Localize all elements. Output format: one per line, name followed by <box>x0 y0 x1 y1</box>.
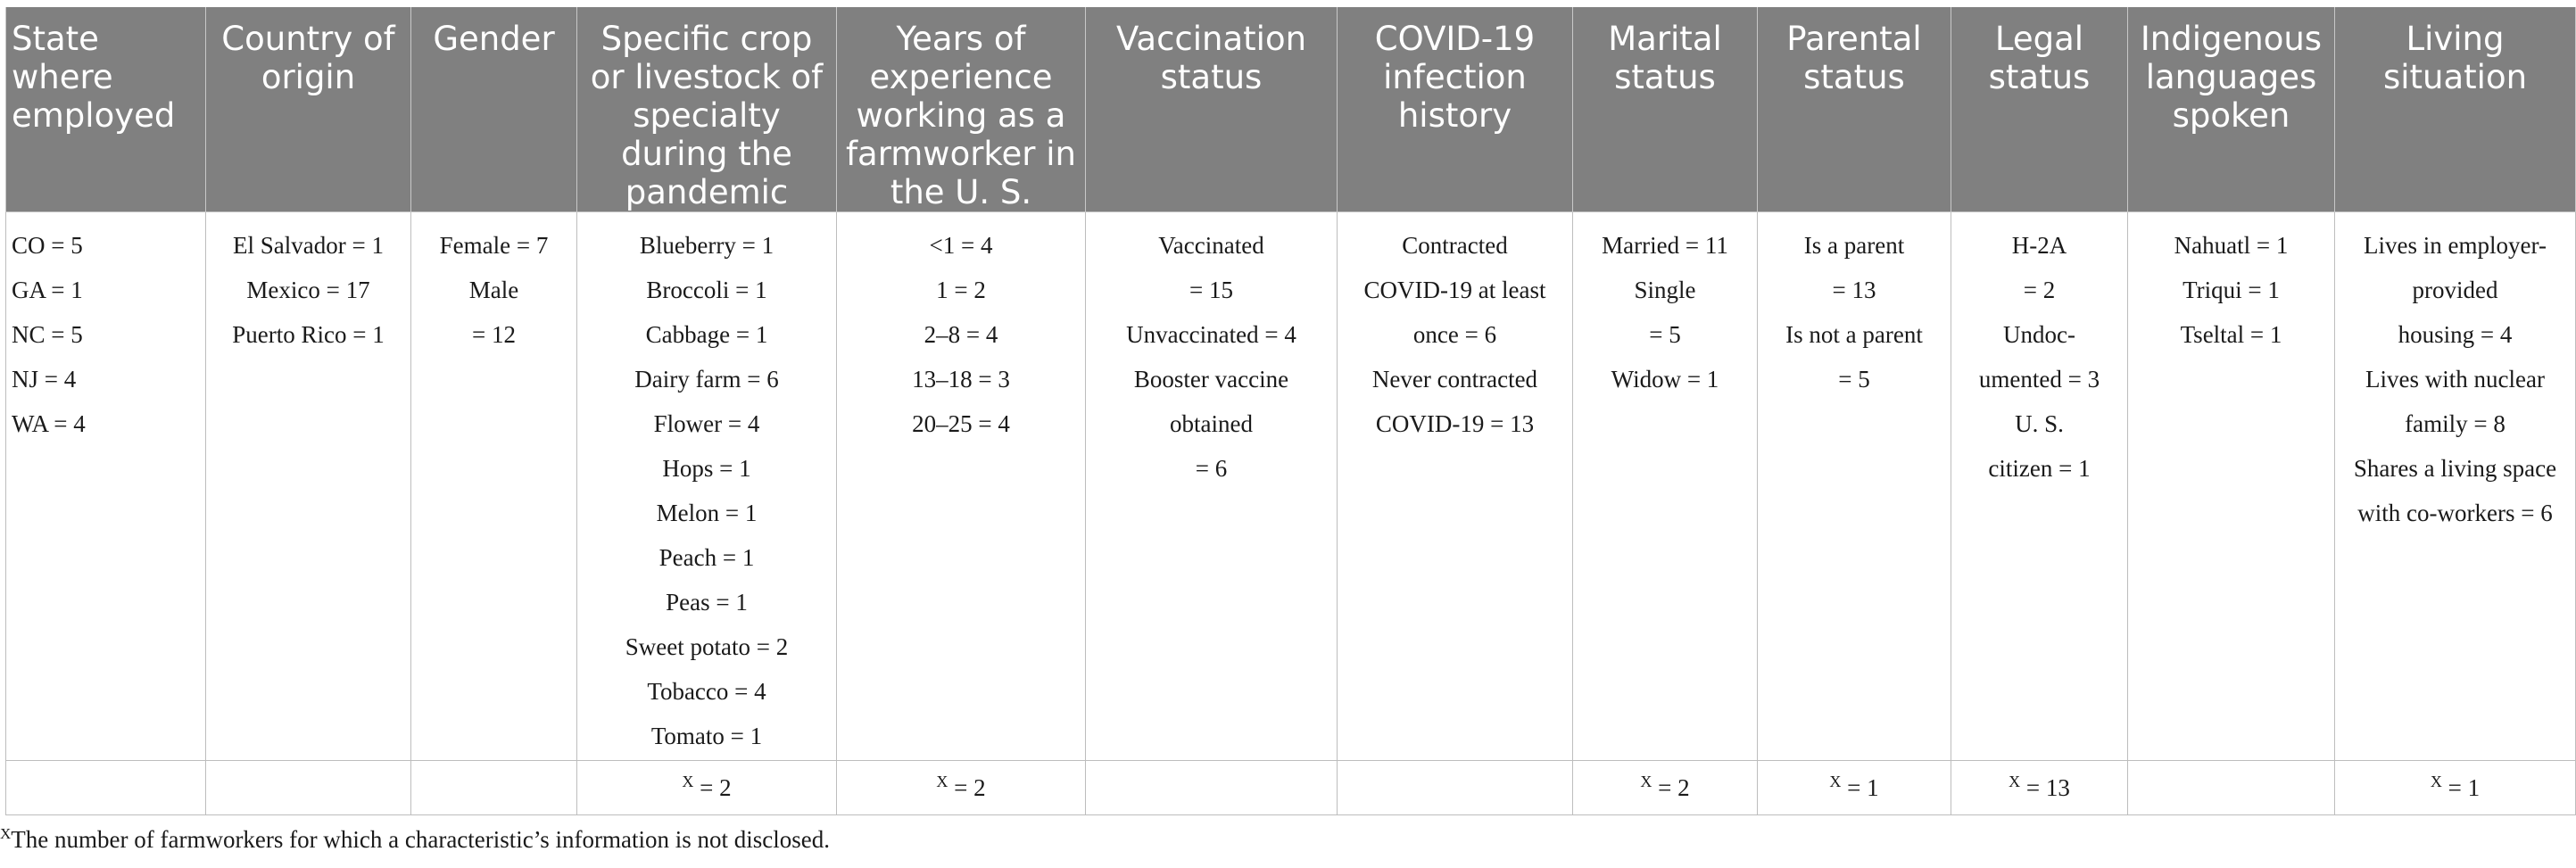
cell-line: Peas = 1 <box>666 589 748 616</box>
cell-line: obtained <box>1170 410 1253 437</box>
cell-line: 13–18 = 3 <box>912 366 1010 393</box>
cell-line: Puerto Rico = 1 <box>232 321 385 348</box>
cell-line: Broccoli = 1 <box>646 277 767 303</box>
cell-line: = 2 <box>2023 277 2056 303</box>
cell-line: Mexico = 17 <box>246 277 370 303</box>
cell-line: Unvaccinated = 4 <box>1126 321 1296 348</box>
cell-line: CO = 5 <box>12 232 83 259</box>
cell-line: Dairy farm = 6 <box>634 366 779 393</box>
undisclosed-value: = 2 <box>948 774 986 801</box>
header-living: Living situation <box>2335 7 2576 212</box>
cell-line: NJ = 4 <box>12 366 77 393</box>
cell-line: COVID-19 = 13 <box>1375 410 1535 437</box>
cell-line: H-2A <box>2011 232 2067 259</box>
header-country: Country of origin <box>206 7 411 212</box>
cell-line: with co-workers = 6 <box>2357 500 2553 526</box>
undisclosed-languages <box>2128 761 2335 815</box>
cell-line: 20–25 = 4 <box>912 410 1010 437</box>
characteristics-table <box>5 7 2576 815</box>
cell-parental <box>1758 212 1951 761</box>
cell-line: Married = 11 <box>1602 232 1728 259</box>
cell-line: Vaccinated <box>1158 232 1264 259</box>
cell-line: family = 8 <box>2405 410 2506 437</box>
undisclosed-value: = 2 <box>1652 774 1690 801</box>
cell-line: Is not a parent <box>1785 321 1923 348</box>
undisclosed-experience <box>837 761 1086 815</box>
footnote-marker: X <box>2009 773 2021 790</box>
cell-line: GA = 1 <box>12 277 83 303</box>
undisclosed-crop <box>577 761 837 815</box>
header-vaccination: Vaccination status <box>1086 7 1338 212</box>
footnote-marker: X <box>682 773 694 790</box>
footnote-marker: X <box>1640 773 1652 790</box>
undisclosed-row <box>6 761 2576 815</box>
cell-country <box>206 212 411 761</box>
cell-line: Peach = 1 <box>658 544 755 571</box>
cell-line: 1 = 2 <box>936 277 986 303</box>
cell-line: umented = 3 <box>1978 366 2100 393</box>
undisclosed-marital <box>1573 761 1758 815</box>
undisclosed-gender <box>411 761 577 815</box>
undisclosed-legal <box>1951 761 2128 815</box>
header-marital: Marital status <box>1573 7 1758 212</box>
footnote-marker: X <box>2430 773 2442 790</box>
cell-line: Male <box>468 277 519 303</box>
cell-line: Female = 7 <box>439 232 549 259</box>
table-footnote <box>0 826 830 854</box>
cell-crop <box>577 212 837 761</box>
header-legal: Legal status <box>1951 7 2128 212</box>
cell-line: <1 = 4 <box>929 232 993 259</box>
cell-line: once = 6 <box>1412 321 1497 348</box>
cell-line: El Salvador = 1 <box>233 232 384 259</box>
cell-line: Shares a living space <box>2353 455 2557 482</box>
header-languages: Indigenous languages spoken <box>2128 7 2335 212</box>
cell-line: Contracted <box>1402 232 1508 259</box>
footnote-marker: X <box>936 773 948 790</box>
cell-line: Flower = 4 <box>653 410 760 437</box>
cell-line: provided <box>2412 277 2498 303</box>
cell-line: Blueberry = 1 <box>639 232 774 259</box>
cell-gender <box>411 212 577 761</box>
undisclosed-parental <box>1758 761 1951 815</box>
cell-languages <box>2128 212 2335 761</box>
header-state: State where employed <box>6 7 206 212</box>
header-experience: Years of experience working as a farmworker in the U. S. <box>837 7 1086 212</box>
table-row <box>6 212 2576 761</box>
cell-vaccination <box>1086 212 1338 761</box>
cell-line: = 6 <box>1195 455 1228 482</box>
cell-line: Booster vaccine <box>1133 366 1289 393</box>
header-gender: Gender <box>411 7 577 212</box>
cell-line: 2–8 = 4 <box>924 321 998 348</box>
cell-legal <box>1951 212 2128 761</box>
cell-line: Hops = 1 <box>662 455 751 482</box>
cell-marital <box>1573 212 1758 761</box>
undisclosed-covid-history <box>1338 761 1573 815</box>
cell-covid-history <box>1338 212 1573 761</box>
cell-line: = 15 <box>1189 277 1233 303</box>
undisclosed-value: = 1 <box>2441 774 2481 801</box>
undisclosed-vaccination <box>1086 761 1338 815</box>
undisclosed-country <box>206 761 411 815</box>
undisclosed-value: = 1 <box>1841 774 1879 801</box>
cell-line: = 5 <box>1649 321 1681 348</box>
cell-line: = 12 <box>472 321 516 348</box>
cell-line: = 13 <box>1832 277 1876 303</box>
cell-experience <box>837 212 1086 761</box>
undisclosed-value: = 2 <box>693 774 732 801</box>
cell-line: Triqui = 1 <box>2183 277 2280 303</box>
cell-line: Never contracted <box>1371 366 1538 393</box>
cell-line: Melon = 1 <box>656 500 758 526</box>
undisclosed-living <box>2335 761 2576 815</box>
cell-line: Cabbage = 1 <box>645 321 768 348</box>
cell-line: Nahuatl = 1 <box>2174 232 2289 259</box>
header-row <box>6 7 2576 212</box>
cell-line: Sweet potato = 2 <box>625 633 789 660</box>
cell-line: WA = 4 <box>12 410 86 437</box>
header-crop: Specific crop or livestock of specialty during the pandemic <box>577 7 837 212</box>
cell-line: Tobacco = 4 <box>647 678 766 705</box>
cell-line: NC = 5 <box>12 321 83 348</box>
undisclosed-state <box>6 761 206 815</box>
cell-line: housing = 4 <box>2398 321 2513 348</box>
cell-line: Widow = 1 <box>1611 366 1719 393</box>
cell-line: U. S. <box>2015 410 2064 437</box>
cell-line: Undoc- <box>2003 321 2075 348</box>
footnote-text: The number of farmworkers for which a characteristic’s information is not disclosed. <box>11 826 830 853</box>
cell-line: Lives in employer- <box>2364 232 2547 259</box>
cell-living <box>2335 212 2576 761</box>
header-parental: Parental status <box>1758 7 1951 212</box>
cell-line: Single <box>1634 277 1696 303</box>
cell-line: Tomato = 1 <box>650 723 763 749</box>
cell-line: Is a parent <box>1803 232 1905 259</box>
header-covid-history: COVID-19 infection history <box>1338 7 1573 212</box>
footnote-marker: X <box>1829 773 1842 790</box>
undisclosed-value: = 13 <box>2020 774 2070 801</box>
cell-state <box>6 212 206 761</box>
cell-line: Tseltal = 1 <box>2180 321 2282 348</box>
cell-line: COVID-19 at least <box>1363 277 1546 303</box>
cell-line: = 5 <box>1838 366 1870 393</box>
cell-line: Lives with nuclear <box>2365 366 2545 393</box>
cell-line: citizen = 1 <box>1988 455 2091 482</box>
footnote-marker: X <box>0 825 12 842</box>
